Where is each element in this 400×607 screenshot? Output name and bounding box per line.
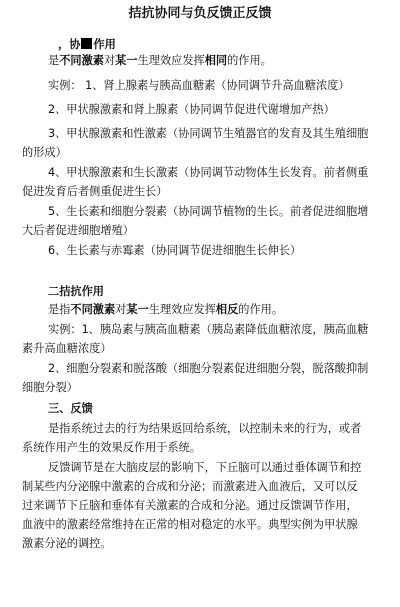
definition-text: 对 <box>103 54 116 67</box>
synergy-heading-suffix: 作用 <box>93 38 116 51</box>
antagonism-heading: 二拮抗作用 <box>48 285 104 298</box>
antagonism-example-1-cont: 素升高血糖浓度） <box>22 342 112 355</box>
feedback-paragraph-1-cont: 系统作用产生的效果反作用于系统。 <box>22 441 202 454</box>
redaction-mark <box>81 38 92 49</box>
synergy-example-5-cont: 大后者促进细胞增殖） <box>22 224 134 237</box>
synergy-example-2: 2、甲状腺激素和肾上腺素（协同调节促进代谢增加产热） <box>48 103 335 116</box>
antagonism-example-2-cont: 细胞分裂） <box>22 381 78 394</box>
feedback-paragraph-2: 反馈调节是在大脑皮层的影响下，下丘脑可以通过垂体调节和控 <box>48 461 362 474</box>
synergy-example-5: 5、生长素和细胞分裂素（协同调节植物的生长。前者促进细胞增 <box>48 205 369 218</box>
definition-text: 是指 <box>48 303 71 316</box>
definition-emphasis: 某一 <box>115 54 138 67</box>
feedback-paragraph-2-line-4: 血液中的激素经常维持在正常的相对稳定的水平。典型实例为甲状腺 <box>22 518 358 531</box>
synergy-definition <box>48 53 272 68</box>
feedback-paragraph-2-line-3: 过来调节下丘脑和垂体有关激素的合成和分泌。通过反馈调节作用， <box>22 499 358 512</box>
definition-text: 生理效应发挥 <box>137 54 205 67</box>
feedback-paragraph-1: 是指系统过去的行为结果返回给系统，以控制未来的行为，或者 <box>48 422 362 435</box>
definition-text: 对 <box>115 303 127 316</box>
definition-text: 生理效应发挥 <box>148 303 216 316</box>
feedback-paragraph-2-line-5: 激素分泌的调控。 <box>22 537 112 550</box>
definition-emphasis: 不同激素 <box>59 54 104 67</box>
antagonism-example-1: 实例：1、胰岛素与胰高血糖素（胰岛素降低血糖浓度，胰高血糖 <box>48 323 369 336</box>
feedback-paragraph-2-line-2: 制某些内分泌腺中激素的合成和分泌；而激素进入血液后，又可以反 <box>22 480 358 493</box>
antagonism-definition <box>48 302 283 317</box>
antagonism-example-2: 2、细胞分裂素和脱落酸（细胞分裂素促进细胞分裂，脱落酸抑制 <box>48 362 369 375</box>
synergy-example-3: 3、甲状腺激素和性激素（协同调节生殖器官的发育及其生殖细胞 <box>48 127 369 140</box>
synergy-example-1: 实例： 1、肾上腺素与胰高血糖素（协同调节升高血糖浓度） <box>48 79 350 92</box>
definition-emphasis: 相反 <box>215 303 239 316</box>
definition-text: 的作用。 <box>227 54 272 67</box>
definition-emphasis: 不同激素 <box>70 303 116 316</box>
synergy-heading <box>58 37 116 52</box>
synergy-heading-prefix: ，协 <box>58 38 81 51</box>
definition-text: 的作用。 <box>238 303 284 316</box>
synergy-example-4: 4、甲状腺激素和生长激素（协同调节动物体生长发育。前者侧重 <box>48 166 369 179</box>
definition-emphasis: 相同 <box>204 54 228 67</box>
definition-text: 是 <box>48 54 60 67</box>
synergy-example-4-cont: 促进发育后者侧重促进生长） <box>22 185 168 198</box>
feedback-heading: 三、反馈 <box>48 402 93 415</box>
synergy-example-3-cont: 的形成） <box>22 146 67 159</box>
synergy-example-6: 6、生长素与赤霉素（协同调节促进细胞生长伸长） <box>48 244 302 257</box>
document-title: 拮抗协同与负反馈正反馈 <box>128 6 272 21</box>
definition-emphasis: 某一 <box>126 303 149 316</box>
